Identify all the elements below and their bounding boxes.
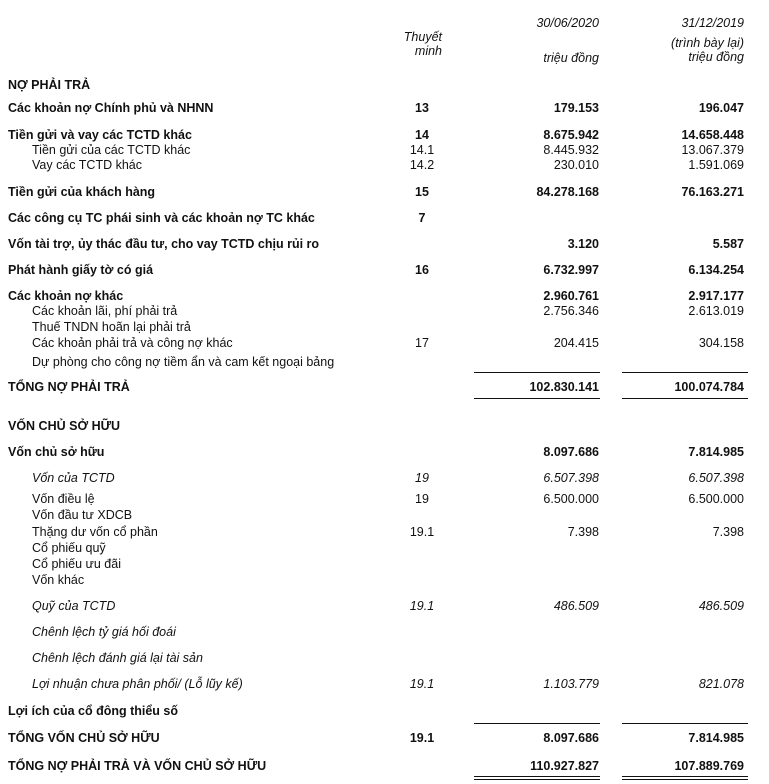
divider-line — [622, 723, 748, 724]
row-note: 19 — [415, 492, 429, 506]
col1-header-blank — [459, 30, 599, 44]
row-label: Các khoản nợ khác — [8, 289, 124, 303]
row-label: Tiền gửi của các TCTD khác — [32, 143, 191, 157]
row-label: TỔNG NỢ PHẢI TRẢ VÀ VỐN CHỦ SỞ HỮU — [8, 759, 267, 773]
row-value-2020: 2.756.346 — [543, 304, 599, 318]
row-label: Tiền gửi và vay các TCTD khác — [8, 128, 192, 142]
col1-header-unit: triệu đồng — [543, 51, 599, 65]
row-note: 16 — [415, 263, 429, 277]
divider-line — [474, 372, 600, 373]
double-underline — [474, 776, 600, 777]
col1-header-date: 30/06/2020 — [536, 16, 599, 30]
row-label: Lợi nhuận chưa phân phối/ (Lỗ lũy kế) — [32, 677, 243, 691]
row-value-2020: 8.445.932 — [543, 143, 599, 157]
row-label: Lợi ích của cổ đông thiểu số — [8, 704, 179, 718]
row-note: 14.1 — [409, 143, 435, 157]
row-note: 14.2 — [409, 158, 435, 172]
divider-line — [622, 372, 748, 373]
column-2019-header — [604, 16, 744, 64]
row-note: 19.1 — [409, 731, 435, 745]
row-value-2019: 7.814.985 — [688, 731, 744, 745]
row-value-2019: 304.158 — [698, 336, 744, 350]
row-value-2019: 76.163.271 — [681, 185, 744, 199]
row-value-2019: 7.398 — [712, 525, 744, 539]
row-label: Cổ phiếu quỹ — [32, 541, 106, 555]
row-note: 19.1 — [409, 525, 435, 539]
row-value-2019: 13.067.379 — [681, 143, 744, 157]
divider-line — [474, 398, 600, 399]
row-note: 14 — [415, 128, 429, 142]
row-value-2020: 1.103.779 — [543, 677, 599, 691]
row-label: TỔNG VỐN CHỦ SỞ HỮU — [8, 731, 160, 745]
row-value-2019: 486.509 — [698, 599, 744, 613]
row-value-2019: 6.507.398 — [688, 471, 744, 485]
row-note: 19.1 — [409, 599, 435, 613]
row-value-2020: 6.507.398 — [543, 471, 599, 485]
double-underline — [622, 776, 748, 777]
row-label: Quỹ của TCTD — [32, 599, 116, 613]
row-label: Thuế TNDN hoãn lại phải trả — [32, 320, 191, 334]
row-label: Vốn tài trợ, ủy thác đầu tư, cho vay TCTD chịu rủi ro — [8, 237, 320, 251]
divider-line — [622, 398, 748, 399]
row-label: Các khoản nợ Chính phủ và NHNN — [8, 101, 214, 115]
row-value-2020: 204.415 — [553, 336, 599, 350]
row-label: Các công cụ TC phái sinh và các khoản nợ TC khác — [8, 211, 315, 225]
row-note: 15 — [415, 185, 429, 199]
row-label: Cổ phiếu ưu đãi — [32, 557, 121, 571]
note-header-line-1: Thuyết — [403, 30, 442, 44]
row-value-2020: 179.153 — [553, 101, 599, 115]
row-value-2020: 2.960.761 — [543, 289, 599, 303]
row-note: 7 — [418, 211, 426, 225]
row-note: 19 — [415, 471, 429, 485]
row-value-2020: 8.097.686 — [543, 445, 599, 459]
row-label: Vốn của TCTD — [32, 471, 115, 485]
double-underline — [474, 779, 600, 780]
row-label: Các khoản lãi, phí phải trả — [32, 304, 178, 318]
row-value-2020: 8.097.686 — [543, 731, 599, 745]
row-label: Chênh lệch đánh giá lại tài sản — [32, 651, 203, 665]
row-label: NỢ PHẢI TRẢ — [8, 78, 91, 92]
row-label: VỐN CHỦ SỞ HỮU — [8, 419, 121, 433]
row-value-2019: 6.134.254 — [688, 263, 744, 277]
row-value-2020: 102.830.141 — [529, 380, 599, 394]
row-value-2020: 84.278.168 — [536, 185, 599, 199]
row-value-2019: 7.814.985 — [688, 445, 744, 459]
row-value-2020: 8.675.942 — [543, 128, 599, 142]
row-note: 17 — [415, 336, 429, 350]
row-value-2020: 230.010 — [553, 158, 599, 172]
row-label: Vốn khác — [32, 573, 85, 587]
col2-header-unit: triệu đồng — [688, 50, 744, 64]
double-underline — [622, 779, 748, 780]
divider-line — [474, 723, 600, 724]
row-value-2019: 100.074.784 — [674, 380, 744, 394]
note-column-header — [380, 30, 442, 58]
row-label: Vốn chủ sở hữu — [8, 445, 105, 459]
col2-header-date: 31/12/2019 — [681, 16, 744, 30]
row-value-2019: 6.500.000 — [688, 492, 744, 506]
row-label: Vay các TCTD khác — [32, 158, 142, 172]
row-note: 19.1 — [409, 677, 435, 691]
row-value-2020: 7.398 — [567, 525, 599, 539]
row-value-2019: 821.078 — [698, 677, 744, 691]
row-label: Thặng dư vốn cổ phần — [32, 525, 158, 539]
row-label: Vốn đầu tư XDCB — [32, 508, 133, 522]
row-value-2020: 110.927.827 — [530, 759, 599, 773]
row-label: Phát hành giấy tờ có giá — [8, 263, 154, 277]
row-value-2019: 196.047 — [698, 101, 744, 115]
row-label: Vốn điều lệ — [32, 492, 95, 506]
row-value-2019: 107.889.769 — [674, 759, 744, 773]
column-2020-header — [459, 16, 599, 65]
note-header-line-2: minh — [414, 44, 442, 58]
row-value-2019: 5.587 — [712, 237, 744, 251]
row-label: TỔNG NỢ PHẢI TRẢ — [8, 380, 130, 394]
row-value-2019: 2.917.177 — [688, 289, 744, 303]
row-label: Dự phòng cho công nợ tiềm ẩn và cam kết ngoại bảng — [32, 355, 335, 369]
row-value-2020: 3.120 — [567, 237, 599, 251]
row-value-2020: 6.500.000 — [543, 492, 599, 506]
row-value-2020: 486.509 — [553, 599, 599, 613]
row-note: 13 — [415, 101, 429, 115]
col2-header-restated: (trình bày lại) — [671, 36, 744, 50]
row-label: Chênh lệch tỷ giá hối đoái — [32, 625, 176, 639]
row-label: Tiền gửi của khách hàng — [8, 185, 156, 199]
row-label: Các khoản phải trả và công nợ khác — [32, 336, 233, 350]
row-value-2020: 6.732.997 — [543, 263, 599, 277]
row-value-2019: 2.613.019 — [688, 304, 744, 318]
row-value-2019: 1.591.069 — [688, 158, 744, 172]
row-value-2019: 14.658.448 — [681, 128, 744, 142]
